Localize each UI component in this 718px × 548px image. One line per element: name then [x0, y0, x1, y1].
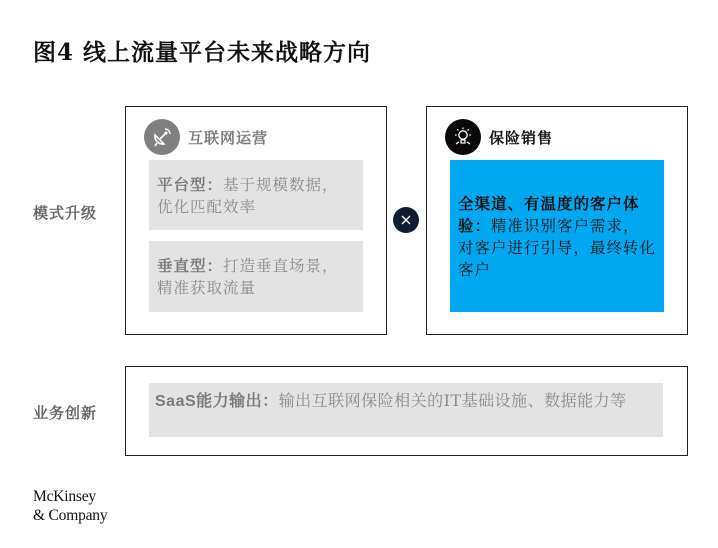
saas-capability-lead	[155, 391, 279, 410]
lightbulb-icon	[445, 119, 481, 155]
saas-panel	[125, 366, 688, 456]
saas-label: SaaS	[155, 393, 197, 410]
capability-output-label: 能力输出：	[196, 391, 279, 410]
row-label-business-innovation: 业务创新	[33, 404, 98, 422]
customer-experience-box	[450, 160, 664, 312]
internet-operations-title: 互联网运营	[188, 128, 269, 147]
saas-capability-box	[149, 383, 663, 437]
satellite-dish-icon	[144, 119, 180, 155]
vertical-model-text: 打造垂直场景，精准获取流量	[157, 257, 339, 297]
logo-line-2: & Company	[33, 507, 108, 524]
vertical-model-box	[149, 241, 363, 312]
insurance-sales-title: 保险销售	[489, 128, 554, 147]
insurance-sales-panel	[426, 106, 688, 335]
platform-model-box	[149, 160, 363, 230]
saas-capability-text: 输出互联网保险相关的IT基础设施、数据能力等	[278, 391, 627, 410]
customer-experience-text: 精准识别客户需求，对客户进行引导，最终转化客户	[458, 217, 657, 279]
customer-experience-lead: 全渠道、有温度的客户体验：	[458, 194, 640, 235]
internet-operations-header	[144, 119, 268, 155]
mckinsey-logo	[33, 487, 107, 525]
vertical-model-lead: 垂直型：	[157, 256, 224, 275]
insurance-sales-header	[445, 119, 553, 155]
row-label-mode-upgrade: 模式升级	[33, 204, 98, 222]
multiply-icon	[393, 207, 419, 233]
platform-model-lead: 平台型：	[157, 175, 224, 194]
internet-operations-panel	[125, 106, 387, 335]
logo-line-1: McKinsey	[33, 488, 96, 505]
platform-model-text: 基于规模数据，优化匹配效率	[157, 176, 339, 216]
figure-title: 图4 线上流量平台未来战略方向	[33, 39, 372, 66]
